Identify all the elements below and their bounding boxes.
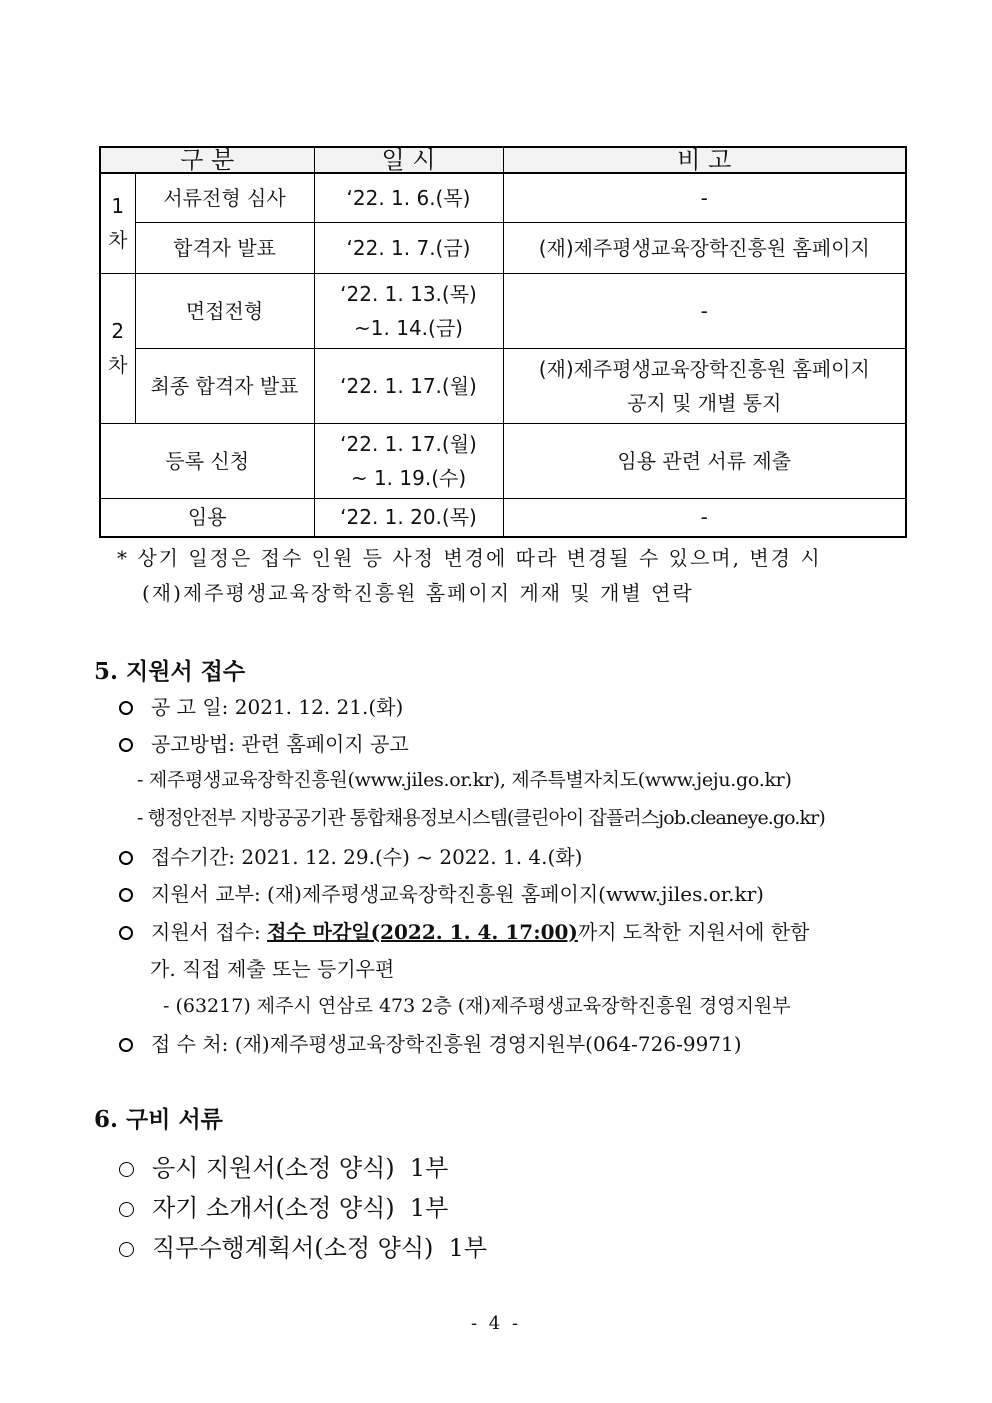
list-item: 가. 직접 제출 또는 등기우편 <box>150 957 395 981</box>
row-date: ‘22. 1. 7.(금) <box>314 222 503 273</box>
row-name: 합격자 발표 <box>135 222 314 273</box>
row-date: ‘22. 1. 17.(월) <box>314 348 503 423</box>
circle-bullet-icon <box>119 701 133 715</box>
list-item: - 행정안전부 지방공공기관 통합채용정보시스템(클린아이 잡플러스job.cleaneye.go.kr) <box>137 807 825 829</box>
row-name: 면접전형 <box>135 273 314 348</box>
list-item: 접 수 처: (재)제주평생교육장학진흥원 경영지원부(064-726-9971) <box>119 1028 742 1057</box>
table-row <box>100 222 906 273</box>
header-category: 구 분 <box>100 147 314 173</box>
circle-bullet-icon <box>119 1038 133 1052</box>
group-label-2: 2 차 <box>100 273 135 423</box>
row-date: ‘22. 1. 17.(월) ~ 1. 19.(수) <box>314 423 503 498</box>
row-note: 임용 관련 서류 제출 <box>503 423 906 498</box>
list-item: 공고방법: 관련 홈페이지 공고 <box>119 728 409 757</box>
list-item: - 제주평생교육장학진흥원(www.jiles.or.kr), 제주특별자치도(www.jeju.go.kr) <box>137 769 792 791</box>
table-row <box>100 173 906 222</box>
table-row <box>100 423 906 498</box>
group-label-1: 1 차 <box>100 173 135 273</box>
list-item: 지원서 교부: (재)제주평생교육장학진흥원 홈페이지(www.jiles.or.kr) <box>119 878 764 907</box>
row-name: 최종 합격자 발표 <box>135 348 314 423</box>
table-row <box>100 273 906 348</box>
row-date: ‘22. 1. 6.(목) <box>314 173 503 222</box>
list-item: 자기 소개서(소정 양식) 1부 <box>119 1188 448 1223</box>
list-item: 응시 지원서(소정 양식) 1부 <box>119 1148 448 1183</box>
list-item: 직무수행계획서(소정 양식) 1부 <box>119 1228 487 1263</box>
list-item: 지원서 접수: 접수 마감일(2022. 1. 4. 17:00)까지 도착한 지원서에 한함 <box>119 916 809 945</box>
row-name: 등록 신청 <box>100 423 314 498</box>
section6-title: 6. 구비 서류 <box>94 1106 223 1133</box>
row-note: (재)제주평생교육장학진흥원 홈페이지 공지 및 개별 통지 <box>503 348 906 423</box>
circle-bullet-icon <box>119 738 133 752</box>
row-note: - <box>503 173 906 222</box>
row-note: - <box>503 498 906 537</box>
circle-bullet-icon <box>119 1202 134 1217</box>
list-item: 공 고 일: 2021. 12. 21.(화) <box>119 691 403 720</box>
circle-bullet-icon <box>119 888 133 902</box>
row-name: 임용 <box>100 498 314 537</box>
table-row <box>100 348 906 423</box>
schedule-note-line1: * 상기 일정은 접수 인원 등 사정 변경에 따라 변경될 수 있으며, 변경 시 <box>117 546 822 570</box>
section5-title: 5. 지원서 접수 <box>94 658 246 685</box>
row-note: - <box>503 273 906 348</box>
table-row <box>100 498 906 537</box>
schedule-table <box>99 146 907 538</box>
row-name: 서류전형 심사 <box>135 173 314 222</box>
page-number: - 4 - <box>470 1313 522 1334</box>
circle-bullet-icon <box>119 1162 134 1177</box>
list-item: - (63217) 제주시 연삼로 473 2층 (재)제주평생교육장학진흥원 경영지원부 <box>163 995 791 1017</box>
deadline-text: 접수 마감일(2022. 1. 4. 17:00) <box>267 920 578 944</box>
circle-bullet-icon <box>119 1242 134 1257</box>
table-header-row <box>100 147 906 173</box>
header-remarks: 비 고 <box>503 147 906 173</box>
circle-bullet-icon <box>119 851 133 865</box>
row-date: ‘22. 1. 13.(목) ~1. 14.(금) <box>314 273 503 348</box>
list-item: 접수기간: 2021. 12. 29.(수) ~ 2022. 1. 4.(화) <box>119 841 582 870</box>
circle-bullet-icon <box>119 926 133 940</box>
header-date: 일 시 <box>314 147 503 173</box>
row-note: (재)제주평생교육장학진흥원 홈페이지 <box>503 222 906 273</box>
schedule-note-line2: (재)제주평생교육장학진흥원 홈페이지 게재 및 개별 연락 <box>142 581 694 605</box>
row-date: ‘22. 1. 20.(목) <box>314 498 503 537</box>
